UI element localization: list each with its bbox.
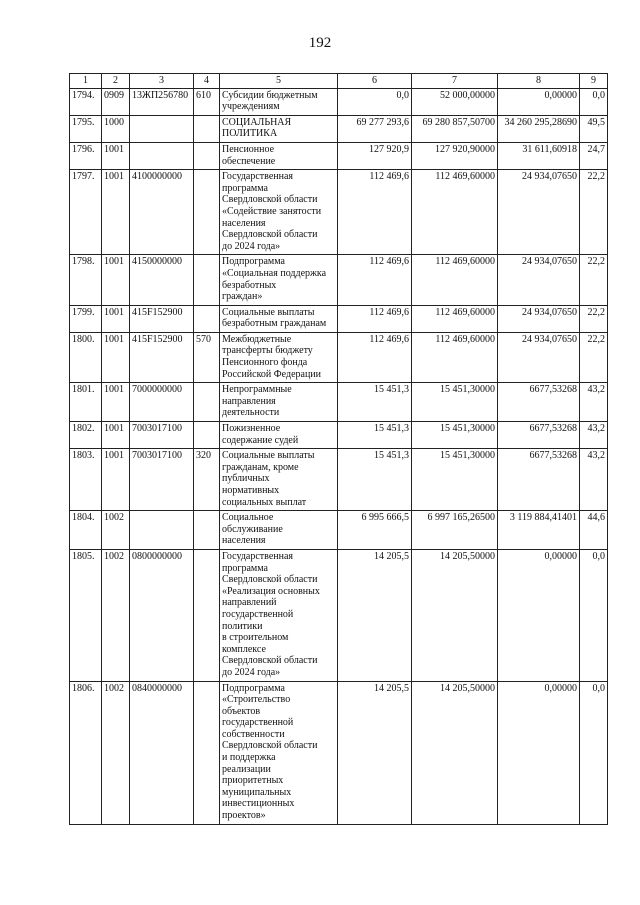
table-row (70, 383, 608, 422)
percent-cell: 22,2 (580, 255, 608, 305)
row-number-cell: 1800. (70, 332, 102, 382)
refined-amount-cell: 15 451,30000 (412, 422, 498, 449)
section-code-cell: 0909 (102, 88, 130, 115)
refined-amount-cell: 69 280 857,50700 (412, 115, 498, 142)
table-row (70, 142, 608, 169)
refined-amount-cell: 14 205,50000 (412, 681, 498, 824)
section-code-cell: 1002 (102, 511, 130, 550)
executed-amount-cell: 24 934,07650 (498, 305, 580, 332)
refined-amount-cell: 127 920,90000 (412, 142, 498, 169)
expense-type-cell: 320 (194, 449, 220, 511)
approved-amount-cell: 112 469,6 (338, 305, 412, 332)
expense-type-cell (194, 170, 220, 255)
refined-amount-cell: 15 451,30000 (412, 383, 498, 422)
executed-amount-cell: 24 934,07650 (498, 332, 580, 382)
column-header: 2 (102, 74, 130, 89)
row-number-cell: 1801. (70, 383, 102, 422)
section-code-cell: 1002 (102, 681, 130, 824)
refined-amount-cell: 112 469,60000 (412, 255, 498, 305)
approved-amount-cell: 15 451,3 (338, 449, 412, 511)
percent-cell: 0,0 (580, 88, 608, 115)
approved-amount-cell: 112 469,6 (338, 170, 412, 255)
approved-amount-cell: 0,0 (338, 88, 412, 115)
table-row (70, 170, 608, 255)
item-name-cell: Социальные выплаты безработным гражданам (220, 305, 338, 332)
executed-amount-cell: 6677,53268 (498, 449, 580, 511)
section-code-cell: 1001 (102, 170, 130, 255)
item-name-cell: Государственная программа Свердловской области «Содействие занятости населения Свердловской области до 2024 года» (220, 170, 338, 255)
row-number-cell: 1806. (70, 681, 102, 824)
budget-table (69, 73, 608, 825)
row-number-cell: 1796. (70, 142, 102, 169)
percent-cell: 44,6 (580, 511, 608, 550)
column-header: 1 (70, 74, 102, 89)
refined-amount-cell: 6 997 165,26500 (412, 511, 498, 550)
table-header-row (70, 74, 608, 89)
approved-amount-cell: 127 920,9 (338, 142, 412, 169)
expense-type-cell: 570 (194, 332, 220, 382)
expense-type-cell (194, 511, 220, 550)
row-number-cell: 1794. (70, 88, 102, 115)
row-number-cell: 1797. (70, 170, 102, 255)
column-header: 9 (580, 74, 608, 89)
table-row (70, 332, 608, 382)
row-number-cell: 1795. (70, 115, 102, 142)
approved-amount-cell: 112 469,6 (338, 255, 412, 305)
refined-amount-cell: 112 469,60000 (412, 332, 498, 382)
target-article-cell: 4150000000 (130, 255, 194, 305)
row-number-cell: 1803. (70, 449, 102, 511)
percent-cell: 24,7 (580, 142, 608, 169)
item-name-cell: Подпрограмма «Строительство объектов государственной собственности Свердловской области и поддержка реализации приоритетных муниципальных инвестиционных проектов» (220, 681, 338, 824)
table-body (70, 88, 608, 824)
executed-amount-cell: 34 260 295,28690 (498, 115, 580, 142)
expense-type-cell (194, 115, 220, 142)
target-article-cell: 13ЖП256780 (130, 88, 194, 115)
expense-type-cell (194, 305, 220, 332)
item-name-cell: Государственная программа Свердловской области «Реализация основных направлений государственной политики в строительном комплексе Свердловской области до 2024 года» (220, 549, 338, 681)
section-code-cell: 1001 (102, 142, 130, 169)
table-row (70, 88, 608, 115)
percent-cell: 0,0 (580, 549, 608, 681)
section-code-cell: 1001 (102, 305, 130, 332)
executed-amount-cell: 0,00000 (498, 549, 580, 681)
target-article-cell: 7000000000 (130, 383, 194, 422)
item-name-cell: Социальные выплаты гражданам, кроме публичных нормативных социальных выплат (220, 449, 338, 511)
section-code-cell: 1001 (102, 449, 130, 511)
executed-amount-cell: 6677,53268 (498, 422, 580, 449)
section-code-cell: 1001 (102, 332, 130, 382)
approved-amount-cell: 112 469,6 (338, 332, 412, 382)
section-code-cell: 1002 (102, 549, 130, 681)
target-article-cell: 415F152900 (130, 305, 194, 332)
expense-type-cell (194, 681, 220, 824)
page-number: 192 (308, 35, 332, 51)
percent-cell: 22,2 (580, 170, 608, 255)
target-article-cell: 415F152900 (130, 332, 194, 382)
column-header: 3 (130, 74, 194, 89)
expense-type-cell (194, 142, 220, 169)
table-row (70, 422, 608, 449)
table-row (70, 115, 608, 142)
approved-amount-cell: 14 205,5 (338, 681, 412, 824)
executed-amount-cell: 3 119 884,41401 (498, 511, 580, 550)
expense-type-cell (194, 255, 220, 305)
refined-amount-cell: 112 469,60000 (412, 305, 498, 332)
item-name-cell: Подпрограмма «Социальная поддержка безработных граждан» (220, 255, 338, 305)
section-code-cell: 1001 (102, 422, 130, 449)
approved-amount-cell: 15 451,3 (338, 422, 412, 449)
item-name-cell: Непрограммные направления деятельности (220, 383, 338, 422)
expense-type-cell: 610 (194, 88, 220, 115)
refined-amount-cell: 52 000,00000 (412, 88, 498, 115)
percent-cell: 0,0 (580, 681, 608, 824)
item-name-cell: Пенсионное обеспечение (220, 142, 338, 169)
item-name-cell: СОЦИАЛЬНАЯ ПОЛИТИКА (220, 115, 338, 142)
item-name-cell: Межбюджетные трансферты бюджету Пенсионного фонда Российской Федерации (220, 332, 338, 382)
row-number-cell: 1804. (70, 511, 102, 550)
approved-amount-cell: 15 451,3 (338, 383, 412, 422)
table-row (70, 549, 608, 681)
refined-amount-cell: 15 451,30000 (412, 449, 498, 511)
item-name-cell: Социальное обслуживание населения (220, 511, 338, 550)
executed-amount-cell: 24 934,07650 (498, 170, 580, 255)
row-number-cell: 1805. (70, 549, 102, 681)
table-row (70, 449, 608, 511)
item-name-cell: Пожизненное содержание судей (220, 422, 338, 449)
expense-type-cell (194, 549, 220, 681)
column-header: 4 (194, 74, 220, 89)
executed-amount-cell: 31 611,60918 (498, 142, 580, 169)
refined-amount-cell: 14 205,50000 (412, 549, 498, 681)
table-row (70, 511, 608, 550)
expense-type-cell (194, 383, 220, 422)
approved-amount-cell: 6 995 666,5 (338, 511, 412, 550)
target-article-cell: 0840000000 (130, 681, 194, 824)
expense-type-cell (194, 422, 220, 449)
percent-cell: 22,2 (580, 305, 608, 332)
refined-amount-cell: 112 469,60000 (412, 170, 498, 255)
executed-amount-cell: 0,00000 (498, 88, 580, 115)
approved-amount-cell: 69 277 293,6 (338, 115, 412, 142)
row-number-cell: 1799. (70, 305, 102, 332)
target-article-cell (130, 142, 194, 169)
percent-cell: 43,2 (580, 449, 608, 511)
section-code-cell: 1001 (102, 255, 130, 305)
table-row (70, 681, 608, 824)
column-header: 7 (412, 74, 498, 89)
target-article-cell: 4100000000 (130, 170, 194, 255)
target-article-cell (130, 115, 194, 142)
table-row (70, 255, 608, 305)
target-article-cell: 0800000000 (130, 549, 194, 681)
percent-cell: 22,2 (580, 332, 608, 382)
column-header: 5 (220, 74, 338, 89)
table-row (70, 305, 608, 332)
column-header: 8 (498, 74, 580, 89)
section-code-cell: 1000 (102, 115, 130, 142)
column-header: 6 (338, 74, 412, 89)
executed-amount-cell: 0,00000 (498, 681, 580, 824)
percent-cell: 49,5 (580, 115, 608, 142)
row-number-cell: 1798. (70, 255, 102, 305)
row-number-cell: 1802. (70, 422, 102, 449)
percent-cell: 43,2 (580, 422, 608, 449)
item-name-cell: Субсидии бюджетным учреждениям (220, 88, 338, 115)
target-article-cell: 7003017100 (130, 422, 194, 449)
target-article-cell: 7003017100 (130, 449, 194, 511)
approved-amount-cell: 14 205,5 (338, 549, 412, 681)
section-code-cell: 1001 (102, 383, 130, 422)
percent-cell: 43,2 (580, 383, 608, 422)
executed-amount-cell: 24 934,07650 (498, 255, 580, 305)
target-article-cell (130, 511, 194, 550)
executed-amount-cell: 6677,53268 (498, 383, 580, 422)
